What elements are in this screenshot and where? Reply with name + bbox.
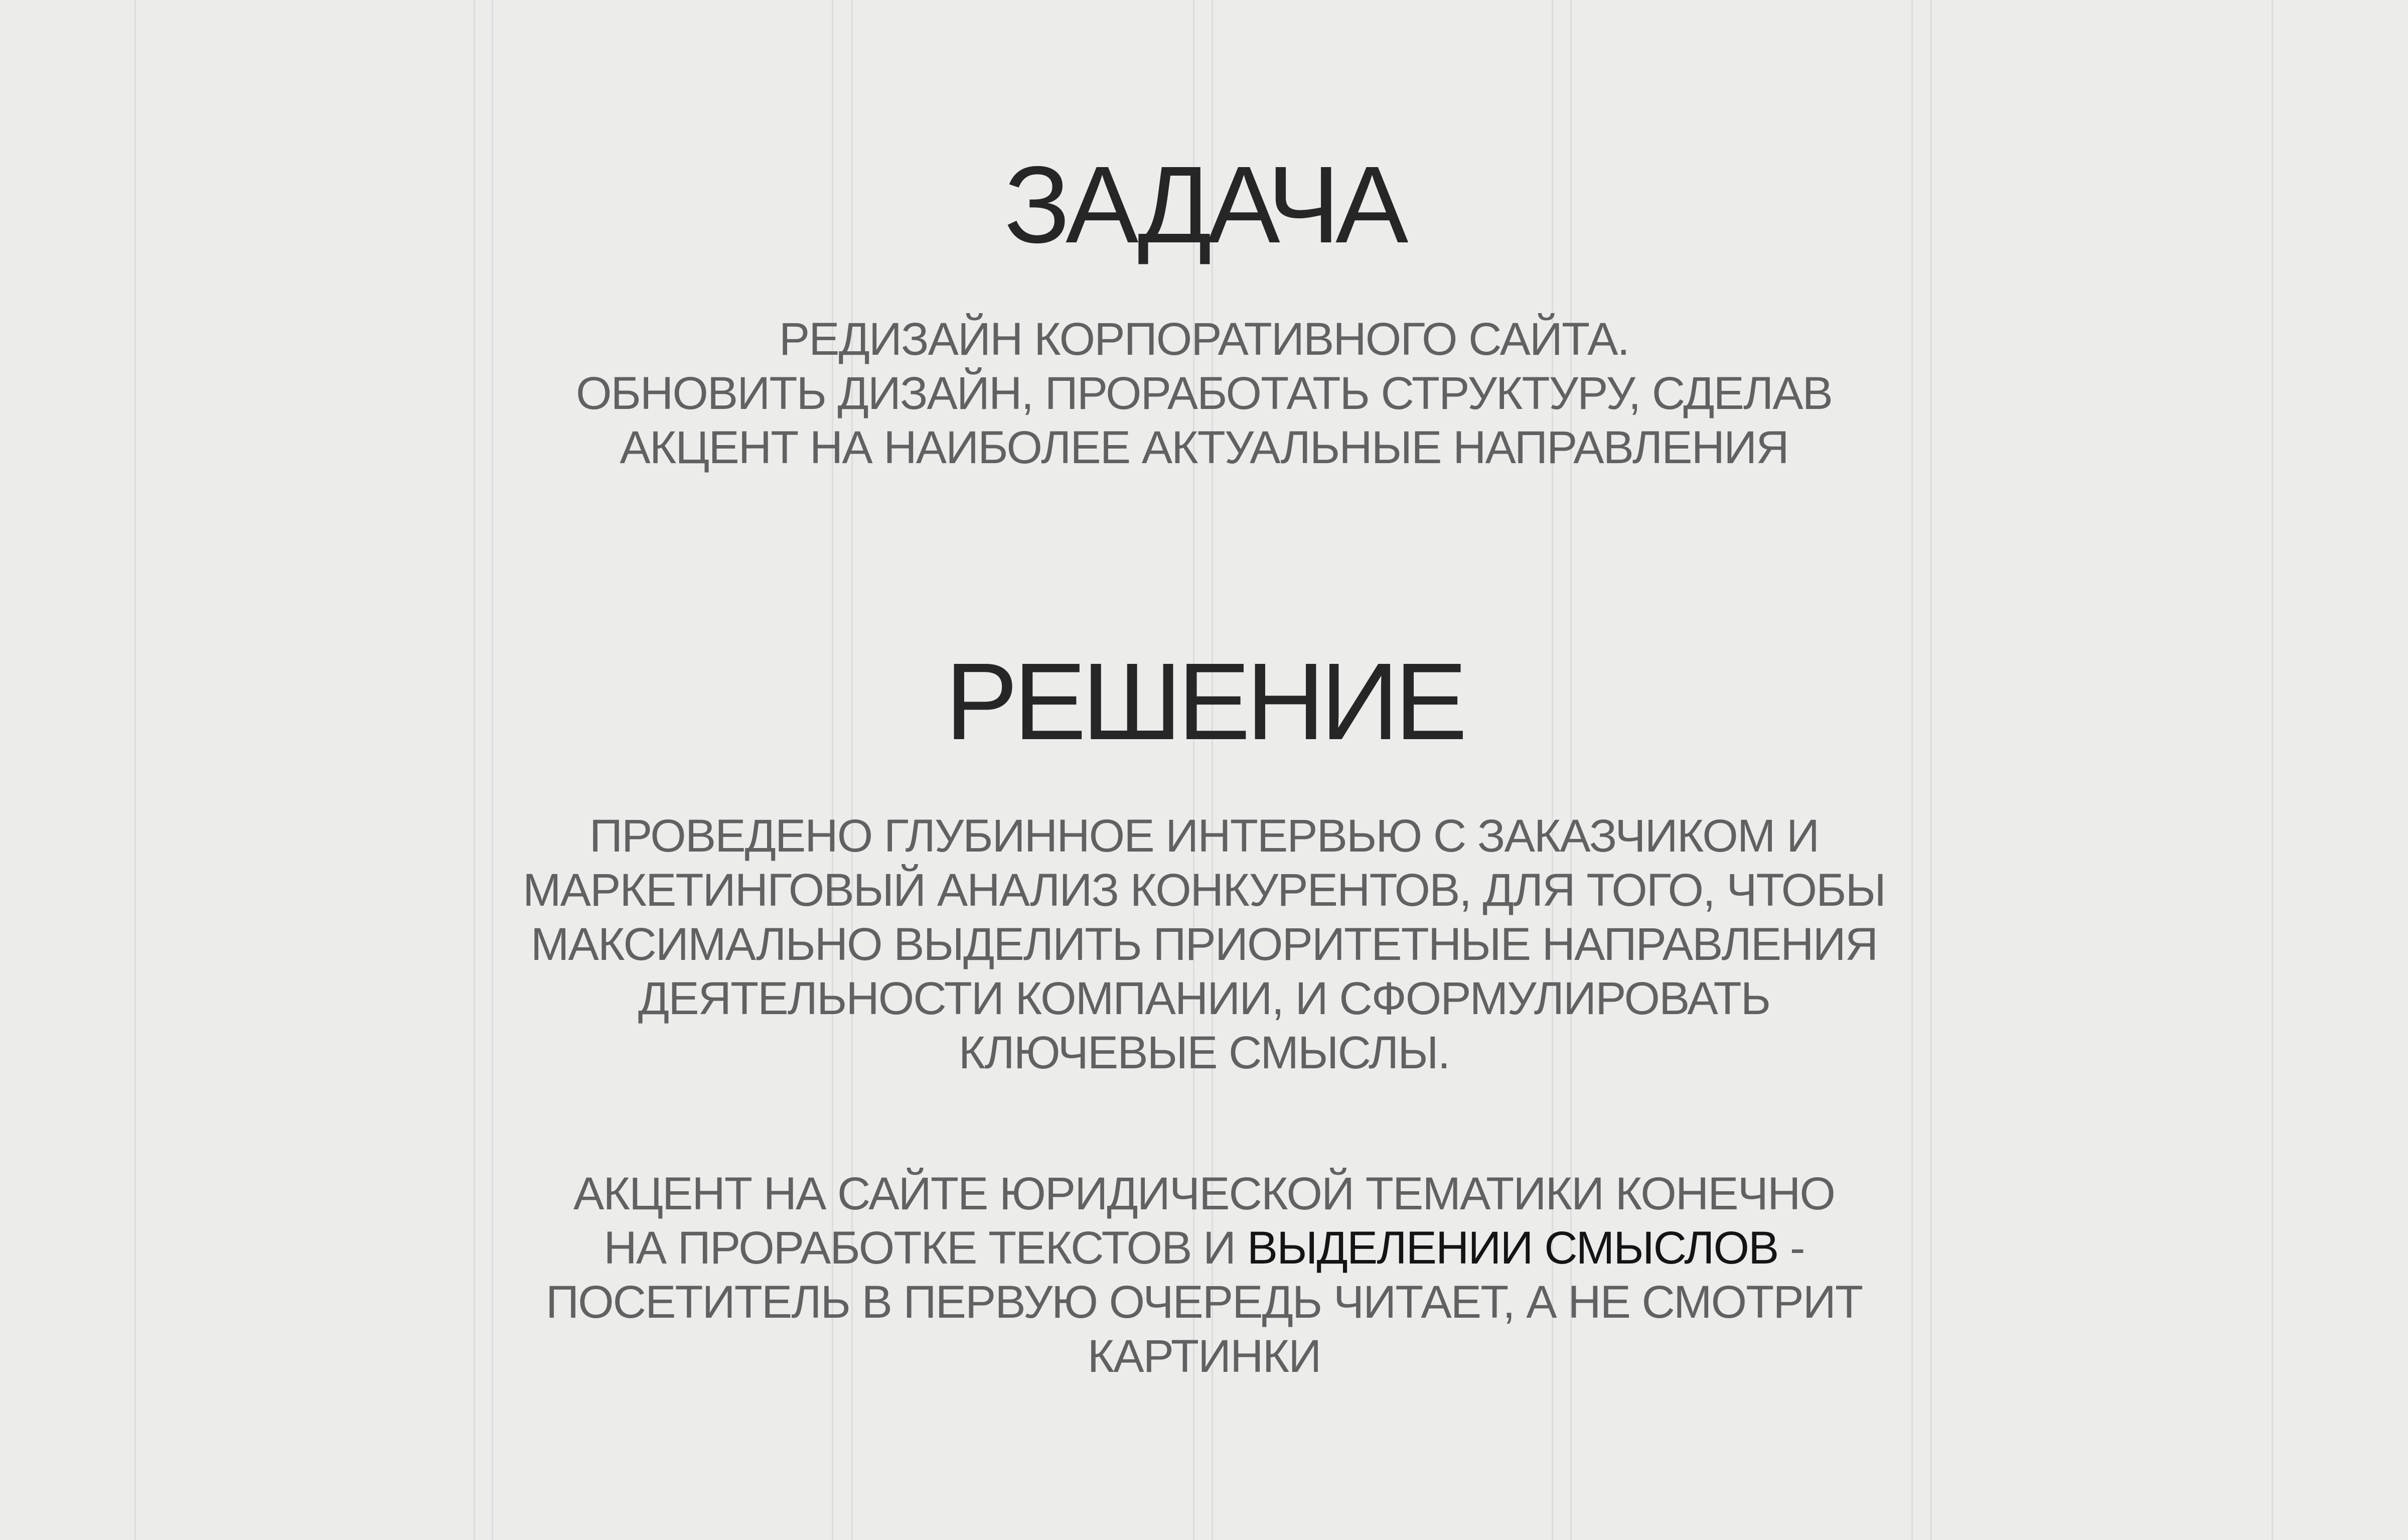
solution-line: ПРОВЕДЕНО ГЛУБИННОЕ ИНТЕРВЬЮ С ЗАКАЗЧИКОМ И	[589, 810, 1819, 862]
task-line: РЕДИЗАЙН КОРПОРАТИВНОГО САЙТА.	[779, 314, 1629, 365]
task-description	[0, 312, 2408, 475]
solution-line: КЛЮЧЕВЫЕ СМЫСЛЫ.	[958, 1027, 1450, 1078]
solution-line: МАРКЕТИНГОВЫЙ АНАЛИЗ КОНКУРЕНТОВ, ДЛЯ ТОГО, ЧТОБЫ	[523, 865, 1885, 916]
solution-line: ДЕЯТЕЛЬНОСТИ КОМПАНИИ, И СФОРМУЛИРОВАТЬ	[638, 973, 1770, 1024]
accent-text: ВЫДЕЛЕНИИ СМЫСЛОВ	[1247, 1222, 1778, 1274]
solution-line: КАРТИНКИ	[1087, 1331, 1321, 1382]
solution-line: ПОСЕТИТЕЛЬ В ПЕРВУЮ ОЧЕРЕДЬ ЧИТАЕТ, А НЕ СМОТРИТ	[545, 1277, 1863, 1328]
solution-line-with-accent	[0, 1221, 2408, 1275]
solution-line: МАКСИМАЛЬНО ВЫДЕЛИТЬ ПРИОРИТЕТНЫЕ НАПРАВЛЕНИЯ	[530, 919, 1878, 970]
solution-paragraph-1	[0, 809, 2408, 1080]
solution-text: -	[1778, 1222, 1804, 1274]
solution-text: НА ПРОРАБОТКЕ ТЕКСТОВ И	[604, 1222, 1247, 1274]
solution-heading: РЕШЕНИЕ	[945, 641, 1463, 763]
solution-paragraph-2	[0, 1167, 2408, 1383]
solution-line: АКЦЕНТ НА САЙТЕ ЮРИДИЧЕСКОЙ ТЕМАТИКИ КОНЕЧНО	[573, 1168, 1835, 1219]
task-line: АКЦЕНТ НА НАИБОЛЕЕ АКТУАЛЬНЫЕ НАПРАВЛЕНИЯ	[620, 422, 1788, 473]
task-heading: ЗАДАЧА	[1004, 144, 1404, 266]
task-line: ОБНОВИТЬ ДИЗАЙН, ПРОРАБОТАТЬ СТРУКТУРУ, СДЕЛАВ	[575, 368, 1833, 419]
